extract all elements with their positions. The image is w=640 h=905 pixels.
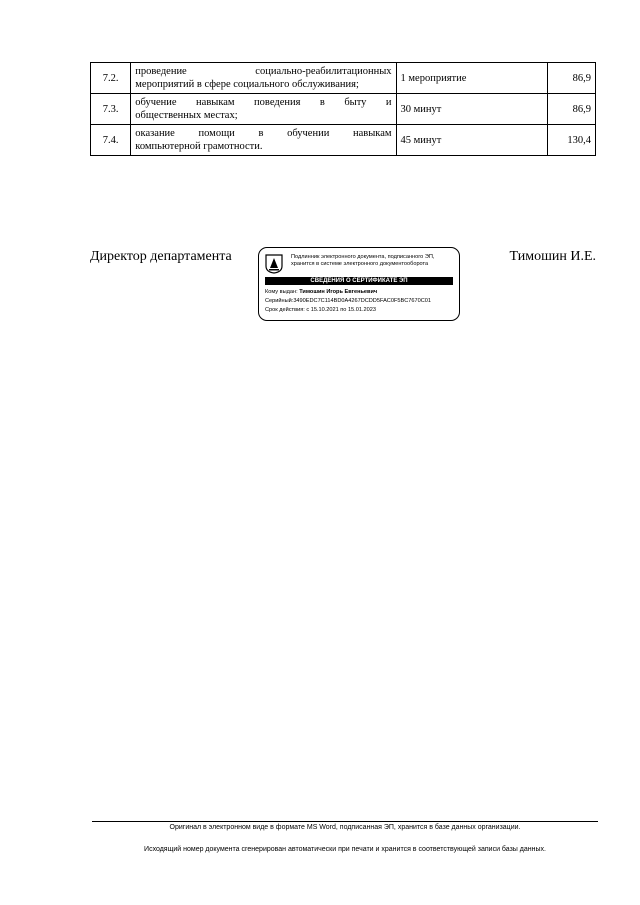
electronic-signature-stamp bbox=[258, 247, 460, 321]
coat-of-arms-icon bbox=[265, 254, 283, 274]
issued-to-value: Тимошин Игорь Евгеньевич bbox=[299, 289, 378, 295]
tariff-table bbox=[90, 62, 596, 156]
service-line: общественных местах; bbox=[135, 110, 238, 121]
stamp-note: Подлинник электронного документа, подписанного ЭП, хранится в системе электронного документооборота bbox=[291, 254, 435, 267]
service-line: оказание помощи в обучении навыкам bbox=[135, 128, 392, 139]
table-row bbox=[91, 94, 596, 125]
stamp-validity: Срок действия: с 15.10.2021 по 15.01.2023 bbox=[265, 307, 376, 313]
service-line: мероприятий в сфере социального обслуживания; bbox=[135, 79, 359, 90]
footer-divider bbox=[92, 821, 598, 822]
serial-value: 3490EDC7C114BD0A4267DCDD5FAC0F5BC7670C01 bbox=[293, 298, 431, 304]
service-unit: 1 мероприятие bbox=[396, 63, 547, 94]
table-row bbox=[91, 125, 596, 156]
stamp-serial bbox=[265, 298, 431, 305]
service-line: проведение социально-реабилитационных bbox=[135, 66, 392, 77]
serial-label: Серийный: bbox=[265, 298, 294, 304]
row-number: 7.3. bbox=[91, 94, 131, 125]
row-number: 7.2. bbox=[91, 63, 131, 94]
signer-name: Тимошин И.Е. bbox=[509, 249, 596, 264]
service-price: 130,4 bbox=[547, 125, 595, 156]
table-row bbox=[91, 63, 596, 94]
service-price: 86,9 bbox=[547, 63, 595, 94]
service-description bbox=[131, 63, 396, 94]
row-number: 7.4. bbox=[91, 125, 131, 156]
signature-block bbox=[90, 249, 596, 329]
stamp-header: СВЕДЕНИЯ О СЕРТИФИКАТЕ ЭП bbox=[265, 277, 453, 285]
footer-number-note: Исходящий номер документа сгенерирован автоматически при печати и хранится в соответствующей записи базы данных. bbox=[144, 846, 546, 853]
service-description bbox=[131, 94, 396, 125]
footer-original-note: Оригинал в электронном виде в формате MS Word, подписанная ЭП, хранится в базе данных организации. bbox=[169, 824, 521, 831]
service-description bbox=[131, 125, 396, 156]
service-price: 86,9 bbox=[547, 94, 595, 125]
service-line: обучение навыкам поведения в быту и bbox=[135, 97, 392, 108]
issued-to-label: Кому выдан: bbox=[265, 289, 298, 295]
signer-position: Директор департамента bbox=[90, 249, 232, 264]
stamp-issued-to bbox=[265, 289, 377, 296]
service-unit: 45 минут bbox=[396, 125, 547, 156]
service-unit: 30 минут bbox=[396, 94, 547, 125]
service-line: компьютерной грамотности. bbox=[135, 141, 263, 152]
